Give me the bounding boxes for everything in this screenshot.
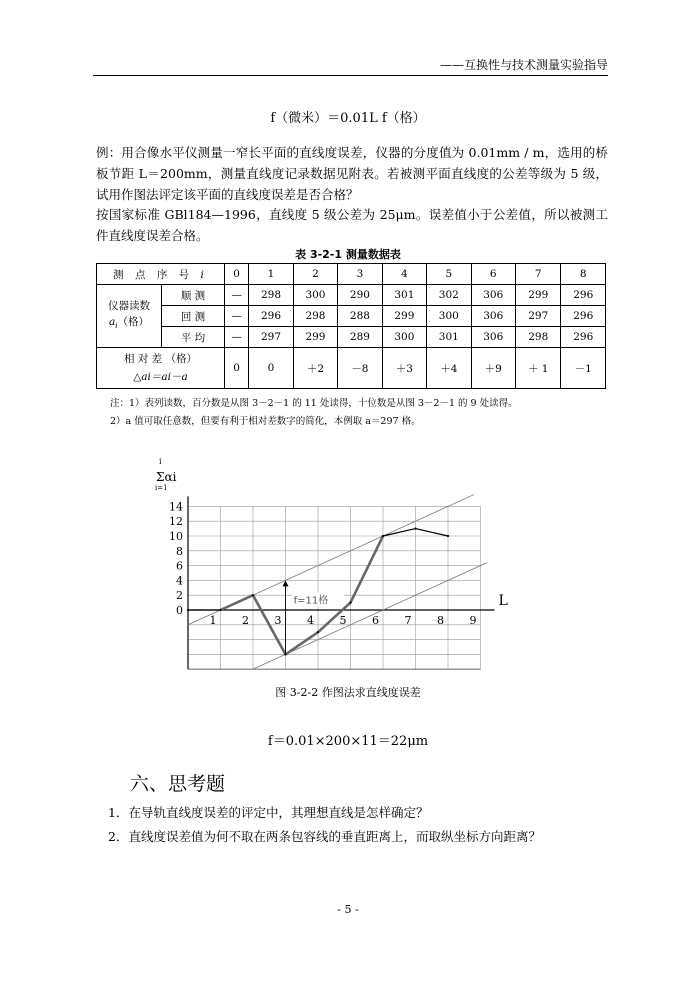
table-cell: 296 (561, 285, 606, 306)
group-label-cell (97, 285, 162, 348)
series-point (349, 602, 351, 604)
series-point (382, 535, 384, 537)
table-diff-row (97, 348, 606, 389)
table-cell: 298 (293, 306, 337, 327)
x-tick-label: 4 (307, 614, 314, 627)
series-point (219, 609, 221, 611)
figure-caption: 图 3-2-2 作图法求直线度误差 (275, 686, 421, 699)
point-cell: 0 (225, 264, 249, 285)
point-cell: 1 (249, 264, 293, 285)
formula-unit-conversion: f（微米）＝0.01L f（格） (270, 111, 426, 126)
x-tick-label: 5 (339, 614, 347, 627)
table-cell: 301 (427, 327, 471, 348)
table-cell: 297 (516, 306, 561, 327)
table-cell: 299 (293, 327, 337, 348)
row-label: 平 均 (162, 327, 225, 348)
table-cell: 306 (471, 306, 515, 327)
table-row (97, 306, 606, 327)
y-tick-label: 4 (176, 574, 183, 588)
question-1: 1．在导轨直线度误差的评定中，其理想直线是怎样确定？ (108, 805, 429, 820)
diff-cell: ＋9 (471, 348, 515, 389)
group-symbol: a (108, 315, 116, 328)
table-note-1: 注：1）表列读数，百分数是从图 3－2－1 的 11 处读得，十位数是从图 3－2－1 的 9 处读得。 (110, 398, 518, 409)
x-tick-label: 9 (469, 614, 477, 627)
table-cell: 306 (471, 327, 515, 348)
diff-cell: ＋4 (427, 348, 471, 389)
table-cell: 290 (338, 285, 382, 306)
annotation-text: f=11格 (293, 595, 329, 607)
x-axis-label: L (498, 593, 508, 609)
group-symbol-sub: i (115, 322, 118, 331)
table-cell: 299 (382, 306, 426, 327)
series-segment (416, 529, 449, 536)
point-cell: 4 (382, 264, 426, 285)
formula-result: f＝0.01×200×11＝22μm (267, 734, 429, 749)
x-tick-label: 1 (209, 614, 217, 627)
point-cell: 7 (516, 264, 561, 285)
y-tick-label: 2 (176, 589, 183, 603)
diff-cell: －8 (338, 348, 382, 389)
y-axis-label: Σαi (156, 470, 177, 484)
table-cell: 297 (249, 327, 293, 348)
point-cell: 2 (293, 264, 337, 285)
diff-label: 相 对 差 （格） (123, 353, 197, 365)
table-cell: 299 (516, 285, 561, 306)
y-tick-label: 12 (169, 515, 183, 529)
series-segment (286, 632, 319, 654)
series-segment (383, 529, 416, 536)
y-axis-label-bottom: i=1 (155, 484, 168, 492)
y-tick-label: 6 (176, 559, 183, 573)
x-tick-label: 7 (404, 614, 412, 627)
table-cell: — (225, 285, 249, 306)
chart-axes (188, 496, 495, 669)
page-number: - 5 - (337, 903, 359, 916)
diff-formula: △ai＝ai－a (133, 371, 188, 383)
question-2: 2．直线度误差值为何不取在两条包容线的垂直距离上，而取纵坐标方向距离？ (108, 829, 541, 844)
group-label: 仪器读数 (108, 299, 150, 312)
series-point (414, 528, 416, 530)
point-cell: 3 (338, 264, 382, 285)
y-tick-label: 14 (169, 500, 183, 514)
table-cell: 296 (561, 327, 606, 348)
diff-cell: 0 (225, 348, 249, 389)
y-tick-label: 8 (176, 544, 183, 558)
point-cell: 5 (427, 264, 471, 285)
x-tick-label: 2 (242, 614, 249, 627)
section-title: 六、思考题 (130, 773, 226, 795)
point-cell: 8 (561, 264, 606, 285)
x-tick-label: 6 (372, 614, 379, 627)
row-label: 回 测 (162, 306, 225, 327)
table-header-row (97, 264, 606, 285)
table-cell: 288 (338, 306, 382, 327)
x-tick-label: 8 (437, 614, 444, 627)
group-unit: （格） (117, 315, 149, 328)
table-cell: 298 (516, 327, 561, 348)
table-cell: 298 (249, 285, 293, 306)
table-cell: 300 (293, 285, 337, 306)
table-cell: 300 (427, 306, 471, 327)
table-cell: — (225, 306, 249, 327)
diff-cell: ＋2 (293, 348, 337, 389)
row-label: 顺 测 (162, 285, 225, 306)
series-point (187, 609, 189, 611)
table-cell: 289 (338, 327, 382, 348)
series-point (317, 631, 319, 633)
diff-cell: ＋3 (382, 348, 426, 389)
y-tick-label: 0 (176, 604, 183, 617)
diff-cell: ＋ 1 (516, 348, 561, 389)
conclusion-paragraph: 按国家标准 GBl184—1996，直线度 5 级公差为 25μm。误差值小于公差值，所以被测工件直线度误差合格。 (96, 207, 608, 243)
table-cell: 296 (249, 306, 293, 327)
header-label-cell (97, 264, 225, 285)
table-row (97, 327, 606, 348)
table-cell: — (225, 327, 249, 348)
measurement-table (96, 263, 606, 389)
series-point (447, 535, 449, 537)
running-header: ——互换性与技术测量实验指导 (439, 58, 608, 72)
table-note-2: 2）a 值可取任意数，但要有利于相对差数字的简化，本例取 a＝297 格。 (110, 416, 421, 427)
straightness-chart (150, 452, 510, 678)
table-cell: 296 (561, 306, 606, 327)
diff-cell: －1 (561, 348, 606, 389)
point-cell: 6 (471, 264, 515, 285)
table-caption: 表 3-2-1 测量数据表 (295, 248, 401, 261)
header-symbol: i (200, 268, 208, 281)
header-rule (93, 75, 608, 76)
diff-cell: 0 (249, 348, 293, 389)
table-cell: 300 (382, 327, 426, 348)
example-paragraph: 例：用合像水平仪测量一窄长平面的直线度误差，仪器的分度值为 0.01mm / m，选用的桥板节距 L＝200mm，测量直线度记录数据见附表。若被测平面直线度的公差等级为 5 级，试用作图法评定该平面的直线度误差是否合格？ (96, 145, 608, 202)
chart-grid (188, 506, 481, 669)
table-cell: 306 (471, 285, 515, 306)
diff-label-cell (97, 348, 225, 389)
table-cell: 302 (427, 285, 471, 306)
header-label: 测 点 序 号 (113, 268, 194, 281)
series-segment (351, 536, 384, 603)
series-segment (221, 595, 254, 610)
y-tick-label: 10 (169, 530, 183, 543)
y-axis-label-top: i (159, 457, 162, 466)
table-cell: 301 (382, 285, 426, 306)
envelope-lines (188, 495, 487, 670)
series-point (252, 594, 254, 596)
table-row (97, 285, 606, 306)
x-tick-label: 3 (274, 614, 282, 627)
